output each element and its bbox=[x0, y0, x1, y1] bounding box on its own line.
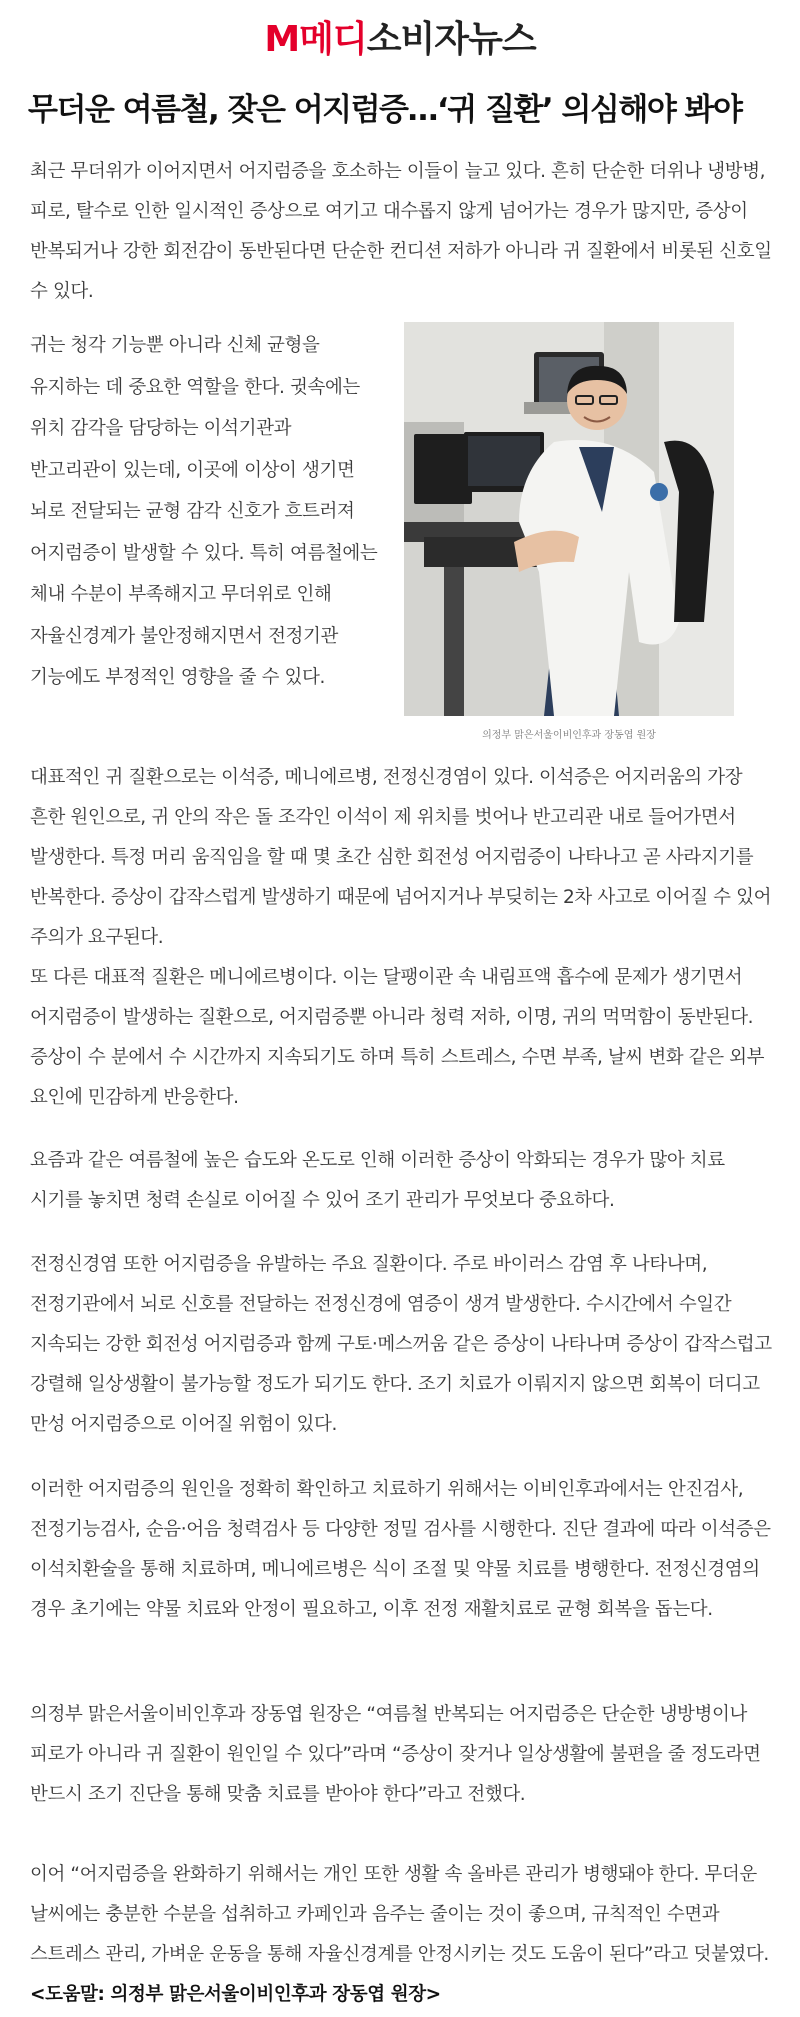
photo-caption: 의정부 맑은서울이비인후과 장동엽 원장 bbox=[482, 730, 656, 741]
article-paragraph-doctor-quote: 의정부 맑은서울이비인후과 장동엽 원장은 “여름철 반복되는 어지럼증은 단순한 냉방병이나 피로가 아니라 귀 질환이 원인일 수 있다”라며 “증상이 잦거나 일상생활에 불편을 줄 정도라면 반드시 조기 진단을 통해 맞춤 치료를 받아야 한다”라고 전했다. bbox=[30, 1704, 761, 1805]
advice-text: 이어 “어지럼증을 완화하기 위해서는 개인 또한 생활 속 올바른 관리가 병행돼야 한다. 무더운 날씨에는 충분한 수분을 섭취하고 카페인과 음주는 줄이는 것이 좋으며, 규칙적인 수면과 스트레스 관리, 가벼운 운동을 통해 자율신경계를 안정시키는 것도 도움이 된다”라고 덧붙였다. bbox=[30, 1864, 769, 1965]
article-paragraph-bppv: 대표적인 귀 질환으로는 이석증, 메니에르병, 전정신경염이 있다. 이석증은 어지러움의 가장 흔한 원인으로, 귀 안의 작은 돌 조각인 이석이 제 위치를 벗어나 반고리관 내로 들어가면서 발생한다. 특정 머리 움직임을 할 때 몇 초간 심한 회전성 어지럼증이 나타나고 곧 사라지기를 반복한다. 증상이 갑작스럽게 발생하기 때문에 넘어지거나 부딪히는 2차 사고로 이어질 수 있어 주의가 요구된다. bbox=[30, 767, 772, 948]
logo-name: 소비자뉴스 bbox=[366, 19, 536, 60]
doctor-photo-illustration bbox=[404, 322, 734, 716]
article-paragraph-menieres: 또 다른 대표적 질환은 메니에르병이다. 이는 달팽이관 속 내림프액 흡수에 문제가 생기면서 어지럼증이 발생하는 질환으로, 어지럼증뿐 아니라 청력 저하, 이명, 귀의 먹먹함이 동반된다. 증상이 수 분에서 수 시간까지 지속되기도 하며 특히 스트레스, 수면 부족, 날씨 변화 같은 외부 요인에 민감하게 반응한다. bbox=[30, 967, 765, 1108]
article-paragraph-vestibular-neuritis: 전정신경염 또한 어지럼증을 유발하는 주요 질환이다. 주로 바이러스 감염 후 나타나며, 전정기관에서 뇌로 신호를 전달하는 전정신경에 염증이 생겨 발생한다. 수시간에서 수일간 지속되는 강한 회전성 어지럼증과 함께 구토·메스꺼움 같은 증상이 나타나며 증상이 갑작스럽고 강렬해 일상생활이 불가능할 정도가 되기도 한다. 조기 치료가 이뤄지지 않으면 회복이 더디고 만성 어지럼증으로 이어질 위험이 있다. bbox=[30, 1254, 772, 1435]
article-paragraph-ear-function: 귀는 청각 기능뿐 아니라 신체 균형을 유지하는 데 중요한 역할을 한다. 귓속에는 위치 감각을 담당하는 이석기관과 반고리관이 있는데, 이곳에 이상이 생기면 뇌로 전달되는 균형 감각 신호가 흐트러져 어지럼증이 발생할 수 있다. 특히 여름철에는 체내 수분이 부족해지고 무더위로 인해 자율신경계가 불안정해지면서 전정기관 기능에도 부정적인 영향을 줄 수 있다. bbox=[30, 335, 378, 688]
article-paragraph-advice bbox=[30, 1855, 776, 2015]
article-paragraph-diagnosis: 이러한 어지럼증의 원인을 정확히 확인하고 치료하기 위해서는 이비인후과에서는 안진검사, 전정기능검사, 순음·어음 청력검사 등 다양한 정밀 검사를 시행한다. 진단 결과에 따라 이석증은 이석치환술을 통해 치료하며, 메니에르병은 식이 조절 및 약물 치료를 병행한다. 전정신경염의 경우 초기에는 약물 치료와 안정이 필요하고, 이후 전정 재활치료로 균형 회복을 돕는다. bbox=[30, 1479, 771, 1620]
logo-brand: M메디 bbox=[264, 19, 367, 60]
source-credit: <도움말: 의정부 맑은서울이비인후과 장동엽 원장> bbox=[30, 1984, 441, 2005]
site-logo[interactable] bbox=[0, 16, 800, 64]
article-paragraph-intro: 최근 무더위가 이어지면서 어지럼증을 호소하는 이들이 늘고 있다. 흔히 단순한 더위나 냉방병, 피로, 탈수로 인한 일시적인 증상으로 여기고 대수롭지 않게 넘어가는 경우가 많지만, 증상이 반복되거나 강한 회전감이 동반된다면 단순한 컨디션 저하가 아니라 귀 질환에서 비롯된 신호일 수 있다. bbox=[30, 161, 772, 302]
article-paragraph-summer-risk: 요즘과 같은 여름철에 높은 습도와 온도로 인해 이러한 증상이 악화되는 경우가 많아 치료 시기를 놓치면 청력 손실로 이어질 수 있어 조기 관리가 무엇보다 중요하다. bbox=[30, 1150, 725, 1211]
article-headline: 무더운 여름철, 잦은 어지럼증…‘귀 질환’ 의심해야 봐야 bbox=[28, 92, 742, 128]
doctor-photo bbox=[404, 322, 734, 716]
